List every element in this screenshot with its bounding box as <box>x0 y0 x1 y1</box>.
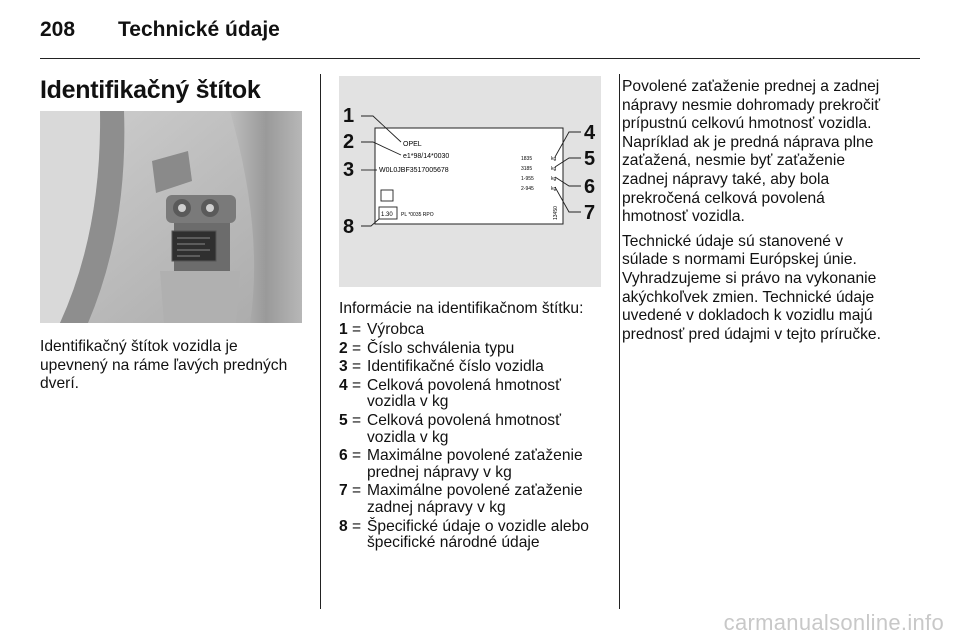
text-line: Vyhradzujeme si právo na vykonanie <box>622 269 877 287</box>
legend-item-equals: = <box>352 339 362 357</box>
text-line: hmotnosť vozidla. <box>622 208 745 226</box>
plate-bottom-box-text: 1.30 <box>381 212 393 218</box>
legend-item-equals: = <box>352 411 362 429</box>
column-divider-right <box>619 74 620 609</box>
legend-item-number: 2 <box>339 339 348 357</box>
text-line: uvedené v dokladoch k vozidlu majú <box>622 307 873 325</box>
legend-item <box>339 413 609 446</box>
legend-item-line: špecifické národné údaje <box>367 534 540 552</box>
legend-item-equals: = <box>352 358 362 376</box>
legend-item-description <box>367 378 609 411</box>
plate-weight: 1-955 <box>521 176 534 182</box>
legend-item <box>339 341 609 358</box>
text-line: prekročená celková povolená <box>622 189 825 207</box>
text-line: zadnej nápravy také, aby bola <box>622 170 830 188</box>
caption-line: dverí. <box>40 375 79 393</box>
caption-line: Identifikačný štítok vozidla je <box>40 338 238 355</box>
legend-list <box>339 322 609 554</box>
legend-item-description <box>367 448 609 481</box>
callout-number-7: 7 <box>584 202 596 224</box>
callout-number-4: 4 <box>584 122 596 144</box>
text-line: prednosť pred údajmi v tejto príručke. <box>622 325 881 343</box>
legend-item-line: prednej nápravy v kg <box>367 463 512 481</box>
legend-item-description <box>367 483 609 516</box>
legend-item-number: 3 <box>339 358 348 376</box>
text-line: Napríklad ak je predná náprava plne <box>622 133 874 151</box>
legend-item-description <box>367 519 609 552</box>
plate-maker: OPEL <box>403 141 422 148</box>
text-line: Technické údaje sú stanovené v <box>622 232 844 250</box>
plate-vin: W0L0JBF3517005678 <box>379 167 449 174</box>
legend-item-equals: = <box>352 517 362 535</box>
legend-item-line: Celková povolená hmotnosť <box>367 376 561 394</box>
text-line: nápravy nesmie dohromady prekročiť <box>622 96 881 114</box>
legend-item-number: 6 <box>339 447 348 465</box>
legend-item-line: Identifikačné číslo vozidla <box>367 358 544 376</box>
right-column <box>622 78 912 350</box>
plate-weight: 2-945 <box>521 186 534 192</box>
legend-item-line: Maximálne povolené zaťaženie <box>367 447 583 465</box>
plate-weight: 1835 <box>521 156 533 162</box>
header-divider <box>40 58 920 59</box>
legend-item-line: Celková povolená hmotnosť <box>367 411 561 429</box>
id-plate-diagram <box>339 76 601 287</box>
legend-item-description <box>367 322 609 339</box>
caption-line: upevnený na ráme ľavých predných <box>40 356 288 374</box>
legend-item-line: vozidla v kg <box>367 428 449 446</box>
section-title: Identifikačný štítok <box>40 76 261 104</box>
legend-item-number: 7 <box>339 482 348 500</box>
legend-item-number: 5 <box>339 411 348 429</box>
callout-number-5: 5 <box>584 148 596 170</box>
legend-item-line: Výrobca <box>367 321 425 338</box>
plate-weight: 3185 <box>521 166 533 172</box>
legend-item-line: Maximálne povolené zaťaženie <box>367 482 583 500</box>
legend-item-equals: = <box>352 321 362 338</box>
legend-item-number: 4 <box>339 376 348 394</box>
watermark: carmanualsonline.info <box>723 610 944 635</box>
photo-caption <box>40 338 287 394</box>
text-line: Povolené zaťaženie prednej a zadnej <box>622 78 880 95</box>
callout-number-6: 6 <box>584 176 596 198</box>
legend-item-description <box>367 359 609 376</box>
legend-item-description <box>367 341 609 358</box>
plate-unit: kg <box>551 156 557 162</box>
callout-number-8: 8 <box>343 216 355 238</box>
text-line: zaťažená, nesmie byť zaťaženie <box>622 152 845 170</box>
legend-item <box>339 359 609 376</box>
text-line: súlade s normami Európskej únie. <box>622 251 857 269</box>
callout-number-2: 2 <box>343 131 355 153</box>
legend-item-description <box>367 413 609 446</box>
legend-item <box>339 322 609 339</box>
legend-item-equals: = <box>352 447 362 465</box>
legend-item-line: Špecifické údaje o vozidle alebo <box>367 517 589 535</box>
legend-item-number: 8 <box>339 517 348 535</box>
legend-item-line: Číslo schválenia typu <box>367 339 515 357</box>
legend-item-equals: = <box>352 482 362 500</box>
callout-number-1: 1 <box>343 105 355 127</box>
plate-unit: kg <box>551 166 557 172</box>
page-number: 208 <box>40 18 76 41</box>
plate-unit: kg <box>551 176 557 182</box>
plate-side-code: 13450 <box>553 206 559 220</box>
legend-intro: Informácie na identifikačnom štítku: <box>339 300 584 317</box>
door-frame-photo <box>40 111 302 323</box>
legend-item <box>339 378 609 411</box>
text-line: prípustnú celkovú hmotnosť vozidla. <box>622 115 872 133</box>
legend-item-number: 1 <box>339 321 348 338</box>
plate-approval: e1*98/14*0030 <box>403 153 450 160</box>
plate-bottom-text: PL *0035 RPO <box>401 212 434 218</box>
legend-item-equals: = <box>352 376 362 394</box>
legend-item-line: zadnej nápravy v kg <box>367 498 506 516</box>
paragraph-axle-load <box>622 78 912 227</box>
legend-item <box>339 483 609 516</box>
text-line: akýchkoľvek zmien. Technické údaje <box>622 288 875 306</box>
legend-item <box>339 448 609 481</box>
plate-unit: kg <box>551 186 557 192</box>
paragraph-eu-norms <box>622 233 912 345</box>
callout-number-3: 3 <box>343 159 355 181</box>
column-divider-left <box>320 74 321 609</box>
legend-item-line: vozidla v kg <box>367 393 449 411</box>
chapter-title: Technické údaje <box>118 18 280 41</box>
legend-item <box>339 519 609 552</box>
